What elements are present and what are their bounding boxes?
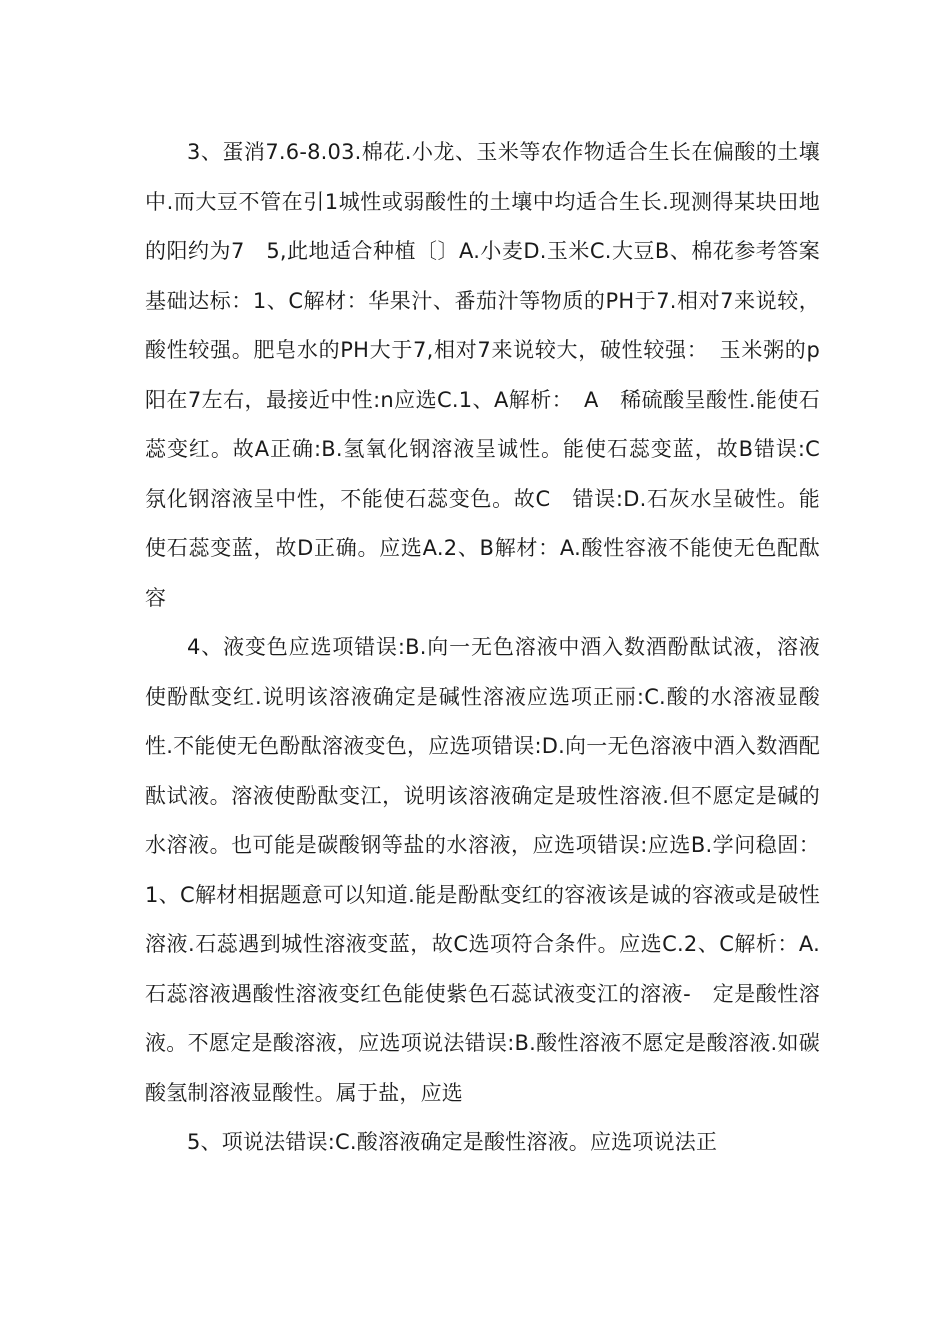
document-body [145, 128, 842, 1168]
paragraph-4: 4、液变色应选项错误:B.向一无色溶液中酒入数酒酚酞试液，溶液使酚酞变红.说明该溶液确定是碱性溶液应选项正丽:C.酸的水溶液显酸性.不能使无色酚酞溶液变色，应选项错误:D.向一无色溶液中酒入数酒配酞试液。溶液使酚酞变江，说明该溶液确定是玻性溶液.但不愿定是碱的水溶液。也可能是碳酸钢等盐的水溶液，应选项错误:应选B.学问稳固：1、C解材相据题意可以知道.能是酚酞变红的容液该是诚的容液或是破性溶液.石蕊遇到城性溶液变蓝，故C选项符合条件。应选C.2、C解析：A.石蕊溶液遇酸性溶液变红色能使紫色石蕊试液变江的溶液- 定是酸性溶液。不愿定是酸溶液，应选项说法错误:B.酸性溶液不愿定是酸溶液.如碳酸氢制溶液显酸性。属于盐，应选 [145, 635, 820, 1105]
paragraph-3: 3、蛋消7.6-8.03.棉花.小龙、玉米等农作物适合生长在偏酸的土壤中.而大豆不管在引1城性或弱酸性的土壤中均适合生长.现测得某块田地的阳约为7 5,此地适合种植〔〕A.小麦D.玉米C.大豆B、棉花参考答案基础达标：1、C解材：华果汁、番茄汁等物质的PH于7.相对7来说较，酸性较强。肥皂水的PH大于7,相对7来说较大，破性较强： 玉米粥的p阳在7左右，最接近中性:n应选C.1、A解析： A 稀硫酸呈酸性.能使石蕊变红。故A正确:B.氢氧化钢溶液呈诚性。能使石蕊变蓝，故B错误:C 氛化钢溶液呈中性，不能使石蕊变色。故C 错误:D.石灰水呈破性。能使石蕊变蓝，故D正确。应选A.2、B解材：A.酸性容液不能使无色配酞容 [145, 140, 842, 610]
paragraph-5: 5、项说法错误:C.酸溶液确定是酸性溶液。应选项说法正 [187, 1130, 718, 1154]
